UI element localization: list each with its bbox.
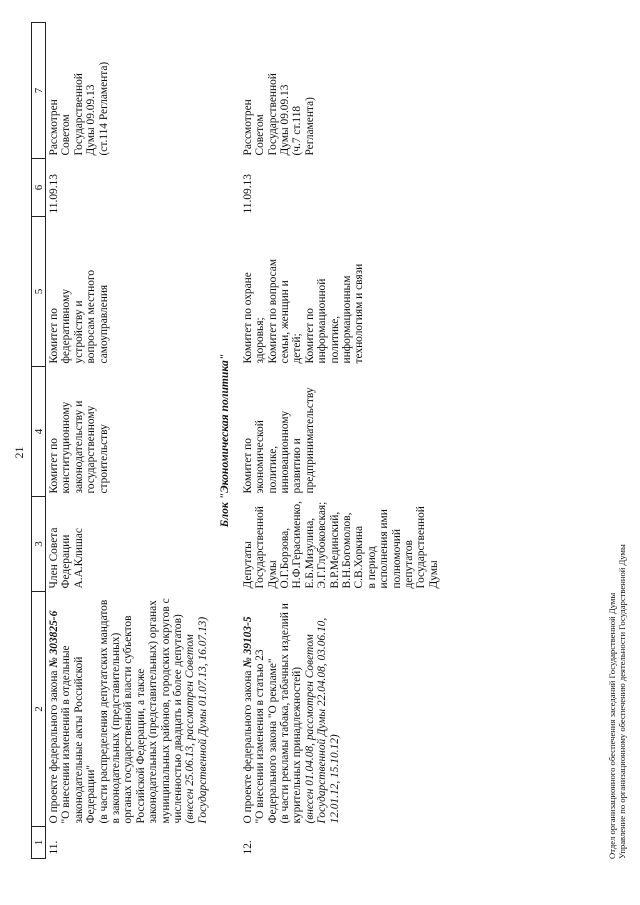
text-fragment: (внесен 01.04.08, рассмотрен Советом [303,634,316,824]
text-fragment: "О внесении изменения в статью 23 [254,649,267,824]
text-line: А.А.Клишас [72,528,85,589]
text-line: полномочий [390,529,403,589]
text-line [279,595,291,824]
text-fragment: (в части распределения депутатских мандатов [97,599,110,824]
col-header-6: 6 [32,159,46,217]
text-fragment: курительных принадлежностей) [291,666,304,824]
text-line: строительству [97,424,110,494]
text-line: государственному [85,405,98,494]
text-line: предпринимательству [303,387,316,494]
text-line: Рассмотрен [48,99,60,156]
row-number: 12. [241,840,254,855]
text-fragment: Федерального закона "О рекламе" [266,658,279,824]
footer [607,544,627,859]
page-number: 21 [12,446,26,459]
text-line: Комитет по [303,308,316,364]
text-line [304,595,316,824]
text-line: информационной [316,278,329,364]
text-line [147,595,159,824]
text-line: депутатов [402,540,415,589]
text-line: федеративному [60,288,73,364]
text-line: Советом [60,114,73,156]
text-fragment: в законодательных (представительных) [110,632,123,824]
text-fragment: численностью двадцать и более депутатов) [172,614,185,824]
text-line: в период [365,546,378,589]
col-header-1: 1 [32,827,46,859]
text-fragment: 12.01.12, 15.10.12) [328,734,341,824]
text-line: политике, [266,445,279,494]
table-row [240,23,441,859]
text-line [110,595,122,824]
text-line: детей; [291,333,304,364]
text-fragment: законодательных (представительных) органах [147,600,160,824]
text-line: Думы 09.09.13 [85,84,98,156]
text-fragment: Государственной Думы 01.07.13, 16.07.13) [196,616,209,824]
text-line [197,595,209,824]
text-line: политике, [328,315,341,364]
text-line: технологиям и связи [353,263,366,364]
responsible-committee [240,367,441,497]
row-number: 11. [48,840,60,855]
text-line: Регламента) [303,97,316,156]
text-fragment: органах государственной власти субъектов [122,615,135,824]
review-result [240,23,441,159]
text-line: Советом [254,114,267,156]
table-row [46,23,210,859]
bill-description [46,592,210,827]
text-line: вопросам местного [85,269,98,364]
text-line [291,595,303,824]
text-line: экономической [254,420,267,494]
text-line [242,595,254,824]
text-line: Е.Б.Мизулина, [303,517,316,589]
text-line [122,595,134,824]
text-fragment: (внесен 25.06.13, рассмотрен Советом [184,634,197,824]
text-line: развитию и [291,438,304,494]
text-fragment: О проекте федерального закона [241,667,254,824]
text-line: Государственной [254,506,267,589]
text-line: Комитет по [241,438,254,494]
text-line: Депутаты [241,541,254,589]
bill-number: № 303825-6 [48,610,60,668]
text-fragment: (в части рекламы табака, табачных изделий и [278,603,291,824]
col-header-7: 7 [32,23,46,159]
text-line [98,595,110,824]
text-line: Э.Г.Глубоковская; [316,501,329,589]
header-row [32,23,46,859]
text-line: Думы [427,560,440,589]
text-line: самоуправления [97,284,110,364]
text-line: здоровья; [254,317,267,364]
text-line: (ст.114 Регламента) [97,61,110,156]
text-fragment: Государственной Думы 22.04.08, 03.06.10, [316,617,329,824]
col-header-2: 2 [32,592,46,827]
text-line: законодательству и [72,400,85,494]
text-line: Государственной [266,73,279,156]
text-line: Н.Ф.Герасименко, [291,501,304,589]
review-result [46,23,210,159]
text-line: Комитет по [48,308,60,364]
text-line [267,595,279,824]
bill-author [46,497,210,592]
bill-author [240,497,441,592]
text-fragment: муниципальных районов, городских округов с [159,598,172,824]
text-line [135,595,147,824]
co-committees [46,217,210,367]
text-line: Федерации [60,534,73,589]
text-line: Член Совета [48,527,60,589]
text-line: Думы 09.09.13 [278,84,291,156]
text-line: устройству и [72,300,85,364]
bill-description [240,592,441,827]
text-line [329,595,341,824]
text-line [60,595,72,824]
text-line: В.Н.Богомолов, [340,512,353,589]
text-line [254,595,266,824]
text-line: С.В.Хоркина [353,525,366,589]
text-line: Комитет по вопросам [266,258,279,364]
block-title: Блок "Экономическая политика" [218,353,232,528]
bill-number: № 39103-5 [241,616,254,668]
text-line [48,595,60,824]
text-line [172,595,184,824]
text-line [316,595,328,824]
text-line: (ч.7 ст.118 [291,105,304,156]
review-date: 11.09.13 [241,174,254,214]
text-line: Думы [266,560,279,589]
col-header-4: 4 [32,367,46,497]
responsible-committee [46,367,210,497]
text-line [184,595,196,824]
footer-line-department: Отдел организационного обеспечения заседаний Государственной Думы [607,592,617,859]
footer-line-directorate: Управление по организационному обеспечению деятельности Государственной Думы [617,544,627,859]
text-line: Комитет по [48,438,60,494]
text-line: конституционному [60,401,73,494]
review-date: 11.09.13 [48,174,60,214]
col-header-5: 5 [32,217,46,367]
text-fragment: О проекте федерального закона [48,667,60,824]
block-heading-row [209,23,239,859]
text-fragment: "О внесении изменений в отдельные [60,645,73,824]
text-line [160,595,172,824]
text-line: информационным [340,275,353,364]
text-fragment: законодательные акты Российской [72,656,85,824]
text-line: В.Р.Мединский, [328,511,341,589]
col-header-3: 3 [32,497,46,592]
text-line: О.Г.Борзова, [278,527,291,589]
text-line [73,595,85,824]
text-line [85,595,97,824]
text-line: исполнения ими [378,509,391,589]
text-line: Комитет по охране [241,272,254,364]
text-fragment: Федерации" [85,765,98,824]
co-committees [240,217,441,367]
text-fragment: Российской Федерации, а также [134,668,147,824]
text-line: семьи, женщин и [278,280,291,364]
text-line: Рассмотрен [241,99,254,156]
text-line: Государственной [72,73,85,156]
text-line: Государственной [415,506,428,589]
text-line: инновационному [278,410,291,494]
agenda-table [31,23,440,859]
